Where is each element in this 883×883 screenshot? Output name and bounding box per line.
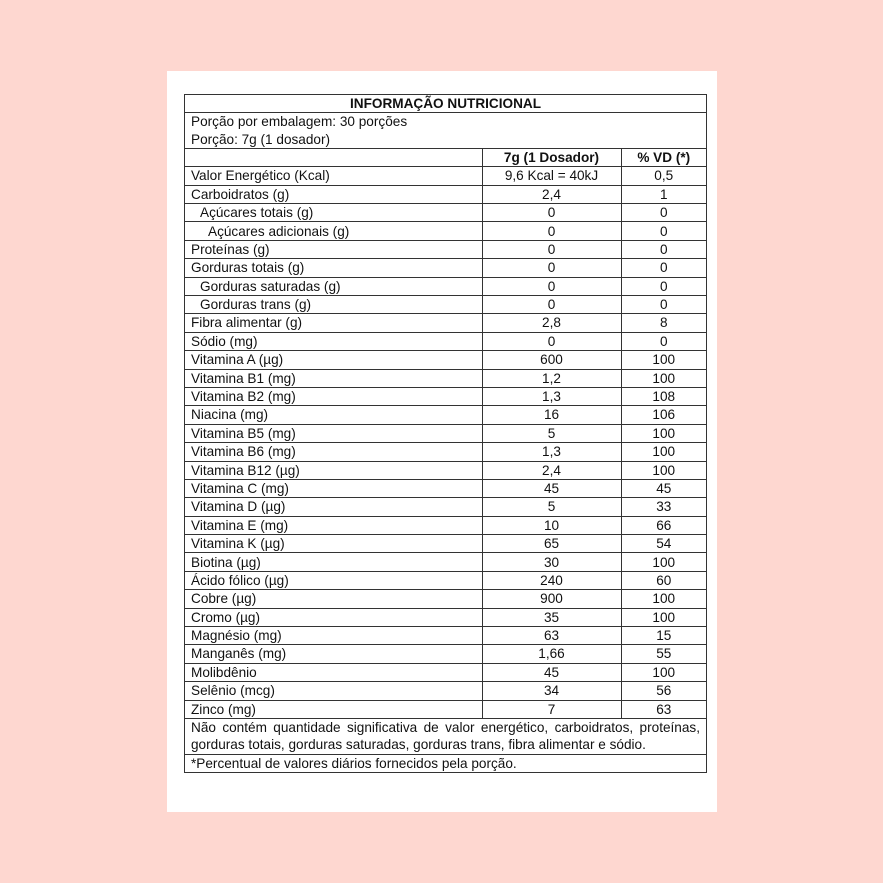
table-row — [185, 369, 706, 387]
nutrition-note: Não contém quantidade significativa de valor energético, carboidratos, proteínas, gorduras totais, gorduras saturadas, gorduras trans, fibra alimentar e sódio. — [185, 719, 706, 755]
nutrient-name: Magnésio (mg) — [185, 627, 482, 645]
nutrient-quantity: 0 — [482, 204, 621, 222]
nutrients-table — [185, 149, 706, 719]
header-daily-value: % VD (*) — [621, 149, 706, 167]
table-row — [185, 571, 706, 589]
table-row — [185, 167, 706, 185]
nutrient-daily-value: 1 — [621, 185, 706, 203]
nutrient-quantity: 2,4 — [482, 461, 621, 479]
nutrient-name: Niacina (mg) — [185, 406, 482, 424]
nutrient-daily-value: 100 — [621, 590, 706, 608]
nutrient-quantity: 63 — [482, 627, 621, 645]
nutrient-daily-value: 100 — [621, 608, 706, 626]
table-row — [185, 204, 706, 222]
nutrient-daily-value: 0 — [621, 240, 706, 258]
header-blank — [185, 149, 482, 167]
table-row — [185, 461, 706, 479]
nutrient-daily-value: 100 — [621, 663, 706, 681]
table-row — [185, 259, 706, 277]
nutrient-quantity: 45 — [482, 663, 621, 681]
table-row — [185, 240, 706, 258]
table-row — [185, 553, 706, 571]
nutrient-name: Molibdênio — [185, 663, 482, 681]
table-row — [185, 663, 706, 681]
table-row — [185, 479, 706, 497]
table-header-row — [185, 149, 706, 167]
nutrient-name: Ácido fólico (µg) — [185, 571, 482, 589]
table-row — [185, 498, 706, 516]
nutrient-daily-value: 33 — [621, 498, 706, 516]
table-row — [185, 682, 706, 700]
nutrient-daily-value: 60 — [621, 571, 706, 589]
nutrient-name: Valor Energético (Kcal) — [185, 167, 482, 185]
nutrient-name: Sódio (mg) — [185, 332, 482, 350]
nutrient-daily-value: 55 — [621, 645, 706, 663]
nutrient-quantity: 0 — [482, 222, 621, 240]
table-row — [185, 296, 706, 314]
nutrient-daily-value: 15 — [621, 627, 706, 645]
nutrient-name: Zinco (mg) — [185, 700, 482, 718]
nutrient-quantity: 0 — [482, 296, 621, 314]
nutrient-quantity: 900 — [482, 590, 621, 608]
nutrient-name: Vitamina K (µg) — [185, 535, 482, 553]
nutrient-quantity: 2,4 — [482, 185, 621, 203]
nutrient-quantity: 0 — [482, 332, 621, 350]
nutrient-quantity: 45 — [482, 479, 621, 497]
nutrition-facts-table — [184, 94, 707, 773]
nutrient-name: Açúcares adicionais (g) — [185, 222, 482, 240]
nutrient-name: Vitamina B1 (mg) — [185, 369, 482, 387]
table-row — [185, 185, 706, 203]
nutrient-quantity: 7 — [482, 700, 621, 718]
nutrient-quantity: 5 — [482, 424, 621, 442]
nutrient-daily-value: 66 — [621, 516, 706, 534]
nutrient-daily-value: 56 — [621, 682, 706, 700]
nutrient-name: Fibra alimentar (g) — [185, 314, 482, 332]
daily-value-footnote: *Percentual de valores diários fornecidos pela porção. — [191, 755, 517, 771]
nutrient-daily-value: 100 — [621, 443, 706, 461]
nutrient-quantity: 240 — [482, 571, 621, 589]
table-row — [185, 645, 706, 663]
nutrient-daily-value: 8 — [621, 314, 706, 332]
label-title: INFORMAÇÃO NUTRICIONAL — [185, 95, 706, 113]
nutrient-daily-value: 108 — [621, 387, 706, 405]
nutrient-quantity: 10 — [482, 516, 621, 534]
nutrient-daily-value: 0 — [621, 277, 706, 295]
nutrient-name: Gorduras saturadas (g) — [185, 277, 482, 295]
nutrient-daily-value: 0 — [621, 259, 706, 277]
nutrient-name: Vitamina C (mg) — [185, 479, 482, 497]
nutrient-daily-value: 106 — [621, 406, 706, 424]
nutrient-quantity: 2,8 — [482, 314, 621, 332]
table-row — [185, 387, 706, 405]
nutrient-daily-value: 0 — [621, 296, 706, 314]
nutrient-name: Vitamina B6 (mg) — [185, 443, 482, 461]
table-row — [185, 608, 706, 626]
nutrient-daily-value: 100 — [621, 424, 706, 442]
nutrient-name: Gorduras trans (g) — [185, 296, 482, 314]
nutrient-daily-value: 0,5 — [621, 167, 706, 185]
table-row — [185, 535, 706, 553]
table-row — [185, 443, 706, 461]
nutrient-name: Vitamina A (µg) — [185, 351, 482, 369]
nutrient-name: Açúcares totais (g) — [185, 204, 482, 222]
nutrient-name: Manganês (mg) — [185, 645, 482, 663]
nutrient-name: Proteínas (g) — [185, 240, 482, 258]
serving-size: Porção: 7g (1 dosador) — [191, 131, 331, 147]
nutrient-quantity: 1,3 — [482, 387, 621, 405]
nutrient-name: Biotina (µg) — [185, 553, 482, 571]
nutrient-daily-value: 54 — [621, 535, 706, 553]
nutrient-quantity: 0 — [482, 240, 621, 258]
label-panel — [167, 71, 717, 812]
nutrient-name: Carboidratos (g) — [185, 185, 482, 203]
nutrient-quantity: 5 — [482, 498, 621, 516]
nutrient-name: Cobre (µg) — [185, 590, 482, 608]
nutrient-quantity: 1,66 — [482, 645, 621, 663]
table-row — [185, 516, 706, 534]
nutrient-name: Vitamina B12 (µg) — [185, 461, 482, 479]
nutrient-quantity: 34 — [482, 682, 621, 700]
nutrient-name: Gorduras totais (g) — [185, 259, 482, 277]
nutrient-daily-value: 100 — [621, 369, 706, 387]
nutrient-name: Vitamina B2 (mg) — [185, 387, 482, 405]
nutrient-quantity: 600 — [482, 351, 621, 369]
nutrient-name: Vitamina E (mg) — [185, 516, 482, 534]
serving-info — [185, 113, 706, 149]
nutrient-quantity: 1,2 — [482, 369, 621, 387]
nutrient-daily-value: 0 — [621, 204, 706, 222]
nutrient-name: Vitamina D (µg) — [185, 498, 482, 516]
servings-per-package: Porção por embalagem: 30 porções — [191, 114, 408, 130]
nutrient-quantity: 0 — [482, 259, 621, 277]
table-row — [185, 351, 706, 369]
nutrient-name: Selênio (mcg) — [185, 682, 482, 700]
table-row — [185, 406, 706, 424]
nutrient-quantity: 65 — [482, 535, 621, 553]
nutrient-daily-value: 100 — [621, 461, 706, 479]
nutrient-quantity: 35 — [482, 608, 621, 626]
nutrient-quantity: 30 — [482, 553, 621, 571]
table-row — [185, 332, 706, 350]
nutrient-daily-value: 45 — [621, 479, 706, 497]
table-row — [185, 590, 706, 608]
table-row — [185, 277, 706, 295]
table-row — [185, 222, 706, 240]
table-row — [185, 314, 706, 332]
nutrient-daily-value: 0 — [621, 332, 706, 350]
nutrient-name: Cromo (µg) — [185, 608, 482, 626]
nutrient-daily-value: 100 — [621, 351, 706, 369]
nutrient-quantity: 1,3 — [482, 443, 621, 461]
nutrient-quantity: 16 — [482, 406, 621, 424]
nutrient-quantity: 9,6 Kcal = 40kJ — [482, 167, 621, 185]
nutrient-quantity: 0 — [482, 277, 621, 295]
nutrient-daily-value: 100 — [621, 553, 706, 571]
table-row — [185, 424, 706, 442]
nutrient-daily-value: 63 — [621, 700, 706, 718]
table-row — [185, 627, 706, 645]
table-row — [185, 700, 706, 718]
header-quantity: 7g (1 Dosador) — [482, 149, 621, 167]
nutrient-name: Vitamina B5 (mg) — [185, 424, 482, 442]
nutrient-daily-value: 0 — [621, 222, 706, 240]
